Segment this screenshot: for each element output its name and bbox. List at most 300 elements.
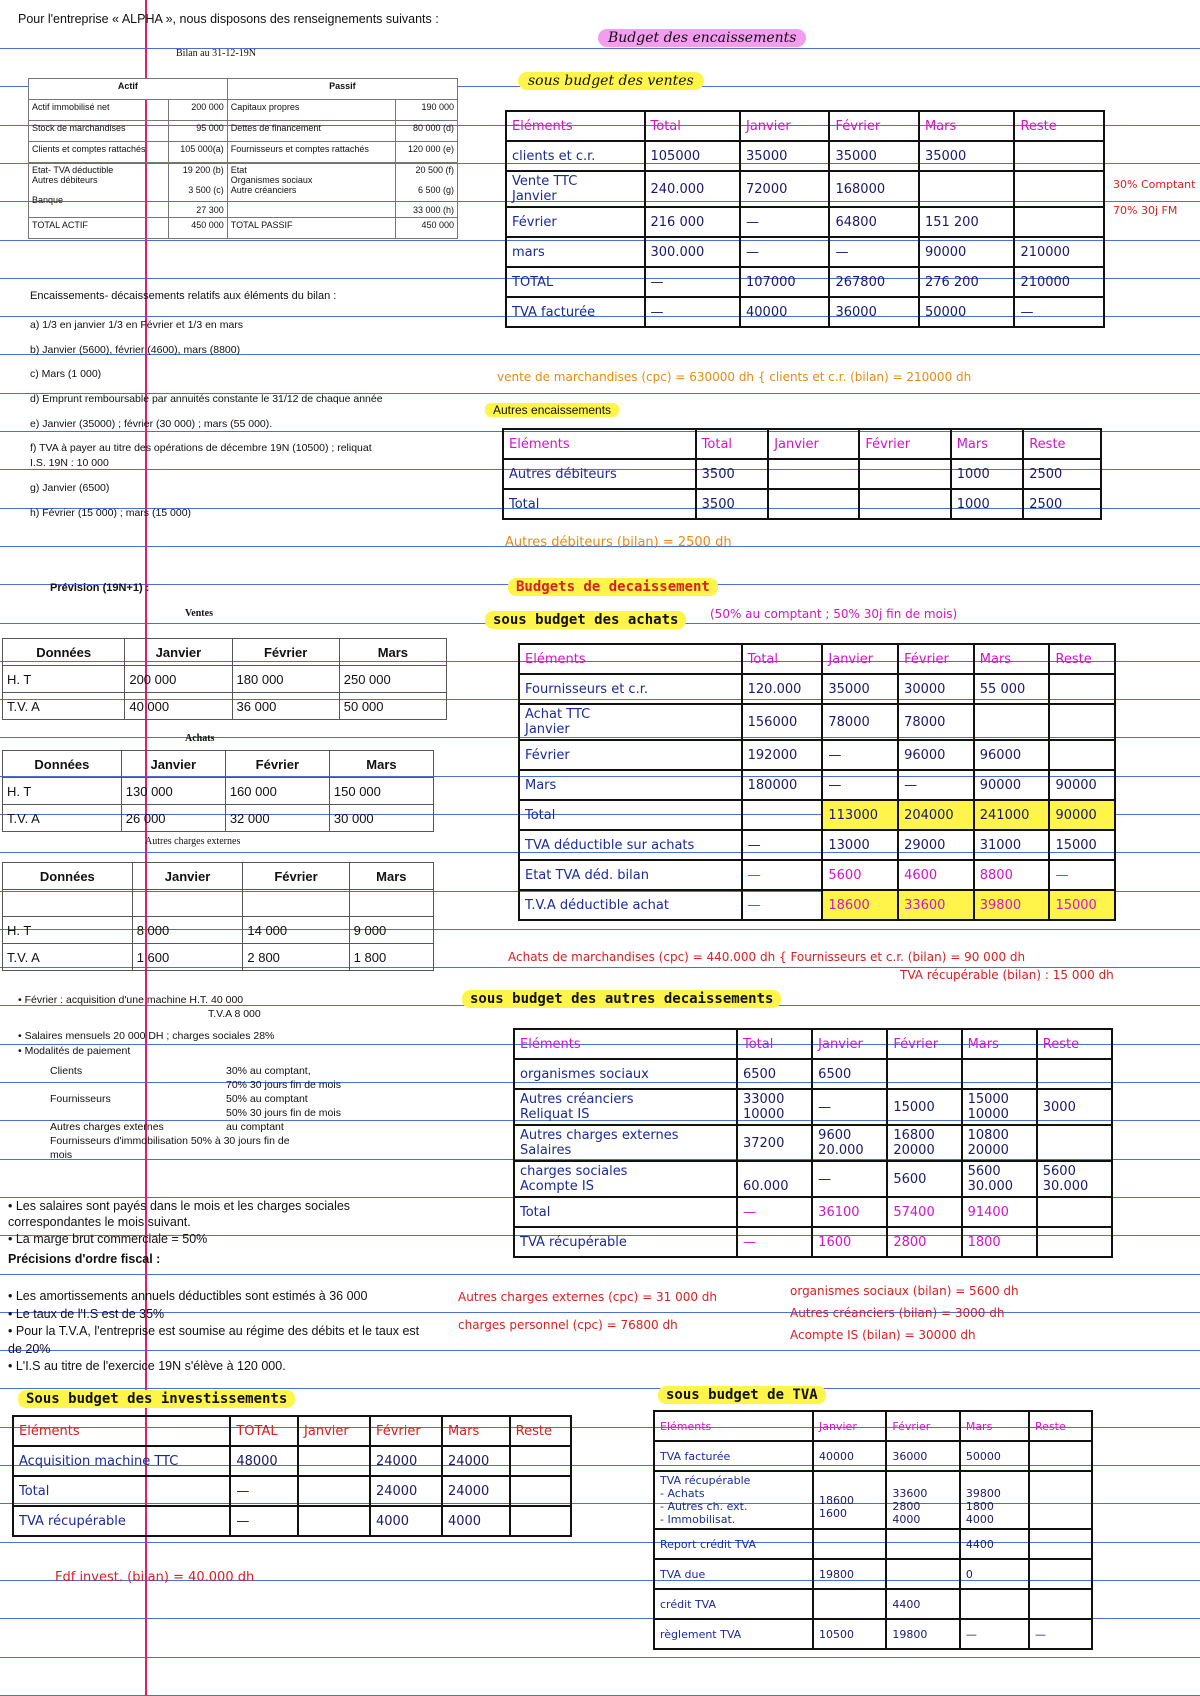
table-cell: 3500 xyxy=(696,459,769,489)
table-cell: Total xyxy=(503,489,696,519)
table-cell: 1600 xyxy=(812,1227,887,1257)
table-cell: 35000 xyxy=(829,141,918,171)
table-cell: T.V. A xyxy=(3,805,122,832)
table-cell: 190 000 xyxy=(396,100,458,121)
table-cell: Reste xyxy=(1029,1411,1092,1441)
enc-dec-title: Encaissements- décaissements relatifs aux éléments du bilan : xyxy=(30,290,337,302)
table-cell: 13000 xyxy=(822,830,898,860)
table-cell: 113000 xyxy=(822,800,898,830)
table-cell: Total xyxy=(519,800,742,830)
table-header-row xyxy=(3,639,447,666)
table-cell: 96000 xyxy=(898,740,974,770)
table-cell: 250 000 xyxy=(339,666,446,693)
table-cell: 16800 20000 xyxy=(887,1125,961,1161)
table-row xyxy=(503,489,1101,519)
table-cell: 8800 xyxy=(974,860,1050,890)
table-cell: 60.000 xyxy=(737,1161,812,1197)
table-cell: 151 200 xyxy=(919,207,1014,237)
table-row xyxy=(514,1125,1112,1161)
table-cell: Février xyxy=(506,207,645,237)
table-cell: — xyxy=(829,237,918,267)
notes-list xyxy=(30,318,390,530)
table-cell: TOTAL xyxy=(506,267,645,297)
table-row xyxy=(3,917,434,944)
table-cell: 30 000 xyxy=(329,805,433,832)
table-cell: — xyxy=(742,830,823,860)
sb-achats-table xyxy=(518,643,1116,921)
bullets-fiscal xyxy=(8,1288,428,1376)
table-cell: 3500 xyxy=(696,489,769,519)
table-cell: 14 000 xyxy=(243,917,349,944)
table-cell: — xyxy=(737,1197,812,1227)
table-cell xyxy=(813,1589,886,1619)
table-cell: TOTAL ACTIF xyxy=(29,218,169,239)
table-cell: — xyxy=(822,740,898,770)
table-cell: — xyxy=(898,770,974,800)
table-cell: Reste xyxy=(1037,1029,1112,1059)
table-cell: TVA facturée xyxy=(506,297,645,327)
table-cell: 1000 xyxy=(951,459,1024,489)
table-cell: Mars xyxy=(974,644,1050,674)
table-cell: Février xyxy=(370,1416,442,1446)
table-cell: Total xyxy=(696,429,769,459)
table-cell xyxy=(1029,1559,1092,1589)
table-cell: 210000 xyxy=(1014,267,1104,297)
table-cell: Eléments xyxy=(503,429,696,459)
table-row xyxy=(519,800,1115,830)
table-cell: Vente TTC Janvier xyxy=(506,171,645,207)
table-cell: 267800 xyxy=(829,267,918,297)
table-row xyxy=(13,1476,571,1506)
table-cell: 4400 xyxy=(960,1529,1029,1559)
sb-invest-table xyxy=(12,1415,572,1537)
table-cell xyxy=(768,489,859,519)
modalite-label: Autres charges externes xyxy=(50,1120,164,1133)
table-row xyxy=(506,237,1104,267)
table-cell: — xyxy=(230,1506,298,1536)
table-row xyxy=(514,1089,1112,1125)
table-cell: 0 xyxy=(960,1559,1029,1589)
table-row xyxy=(654,1559,1092,1589)
table-cell: 168000 xyxy=(829,171,918,207)
table-cell: 33000 10000 xyxy=(737,1089,812,1125)
table-cell: crédit TVA xyxy=(654,1589,813,1619)
table-cell: 55 000 xyxy=(974,674,1050,704)
modalite-row xyxy=(50,1065,380,1079)
table-row xyxy=(519,830,1115,860)
table-cell: 6500 xyxy=(737,1059,812,1089)
note-achats-2: TVA récupérable (bilan) : 15 000 dh xyxy=(900,968,1114,982)
autres-charges-title: Autres charges externes xyxy=(145,836,241,847)
table-cell: charges sociales Acompte IS xyxy=(514,1161,737,1197)
table-cell: 19800 xyxy=(813,1559,886,1589)
modalite-label: Clients xyxy=(50,1065,83,1077)
fiscal-bullet-text: Pour la T.V.A, l'entreprise est soumise au régime des débits et le taux est de 20% xyxy=(8,1324,420,1356)
table-cell: 24000 xyxy=(370,1476,442,1506)
table-cell xyxy=(813,1529,886,1559)
table-row xyxy=(3,693,447,720)
table-cell: Janvier xyxy=(768,429,859,459)
modalite-value: 30% au comptant, xyxy=(226,1065,311,1077)
table-cell: Etat TVA déd. bilan xyxy=(519,860,742,890)
table-cell: 36000 xyxy=(886,1441,959,1471)
table-cell: 48000 xyxy=(230,1446,298,1476)
table-cell: Mars xyxy=(442,1416,510,1446)
table-cell: Etat- TVA déductible Autres débiteurs Banque xyxy=(29,163,169,218)
table-cell: 2500 xyxy=(1023,459,1101,489)
table-cell: Total xyxy=(742,644,823,674)
table-row xyxy=(506,141,1104,171)
table-cell: — xyxy=(1029,1619,1092,1649)
table-cell: Février xyxy=(887,1029,961,1059)
note-autres-dec-4: Autres créanciers (bilan) = 3000 dh xyxy=(790,1306,1005,1320)
table-cell: 18600 1600 xyxy=(813,1471,886,1529)
sb-achats-note: (50% au comptant ; 50% 30j fin de mois) xyxy=(710,607,958,621)
table-cell: 9 000 xyxy=(349,917,433,944)
table-row xyxy=(519,674,1115,704)
table-row xyxy=(29,100,458,121)
table-cell: 5600 30.000 xyxy=(962,1161,1037,1197)
table-header: Mars xyxy=(339,639,446,666)
table-cell xyxy=(3,890,133,917)
table-row xyxy=(503,459,1101,489)
table-cell: 30000 xyxy=(898,674,974,704)
table-cell: 36100 xyxy=(812,1197,887,1227)
table-cell: 35000 xyxy=(740,141,829,171)
table-cell: 150 000 xyxy=(329,778,433,805)
autres-charges-table xyxy=(2,862,434,971)
table-cell: T.V. A xyxy=(3,944,133,971)
table-cell: 18600 xyxy=(822,890,898,920)
table-cell: 39800 xyxy=(974,890,1050,920)
fiscal-bullet-text: Le taux de l'I.S est de 35% xyxy=(15,1306,165,1321)
note-invest: Fdf invest. (bilan) = 40.000 dh xyxy=(55,1570,255,1585)
table-cell: Février xyxy=(829,111,918,141)
fiscal-bullet: • Les amortissements annuels déductibles sont estimés à 36 000 xyxy=(8,1289,368,1303)
table-cell: 10800 20000 xyxy=(962,1125,1037,1161)
table-cell: 5600 30.000 xyxy=(1037,1161,1112,1197)
modalites-list xyxy=(50,1065,380,1163)
table-cell: Janvier xyxy=(813,1411,886,1441)
table-cell: 90000 xyxy=(1049,800,1115,830)
table-cell xyxy=(859,459,950,489)
table-cell: Février xyxy=(898,644,974,674)
table-cell: 5600 xyxy=(822,860,898,890)
autres-enc-table xyxy=(502,428,1102,520)
table-cell: 36 000 xyxy=(232,693,339,720)
table-cell: Etat Organismes sociaux Autre créanciers xyxy=(227,163,396,218)
table-header-row xyxy=(514,1029,1112,1059)
table-cell: 2500 xyxy=(1023,489,1101,519)
table-cell: — xyxy=(822,770,898,800)
ruled-line xyxy=(0,1274,1200,1275)
table-row xyxy=(514,1161,1112,1197)
table-row xyxy=(3,778,434,805)
table-cell: Reste xyxy=(1014,111,1104,141)
modalite-value: au comptant xyxy=(226,1120,284,1133)
table-cell: 204000 xyxy=(898,800,974,830)
table-cell: 40 000 xyxy=(125,693,232,720)
table-cell xyxy=(1037,1197,1112,1227)
table-cell: 120.000 xyxy=(742,674,823,704)
table-cell xyxy=(1029,1441,1092,1471)
table-cell xyxy=(919,171,1014,207)
fiscal-bullet: • Le taux de l'I.S est de 35% xyxy=(8,1306,165,1321)
table-cell xyxy=(132,890,243,917)
table-cell xyxy=(1029,1529,1092,1559)
table-cell: 15000 xyxy=(1049,890,1115,920)
table-cell: Acquisition machine TTC xyxy=(13,1446,230,1476)
table-row xyxy=(29,163,458,218)
note-item: g) Janvier (6500) xyxy=(30,481,110,494)
table-cell xyxy=(1049,740,1115,770)
table-cell: Eléments xyxy=(506,111,645,141)
achats-table xyxy=(2,750,434,832)
table-cell: 36000 xyxy=(829,297,918,327)
table-cell: organismes sociaux xyxy=(514,1059,737,1089)
table-cell xyxy=(510,1476,571,1506)
table-cell: Autres charges externes Salaires xyxy=(514,1125,737,1161)
table-cell: 32 000 xyxy=(225,805,329,832)
table-header-row xyxy=(506,111,1104,141)
fiscal-title: Précisions d'ordre fiscal : xyxy=(8,1251,161,1266)
title-sb-tva: sous budget de TVA xyxy=(658,1386,826,1404)
table-cell: 4000 xyxy=(370,1506,442,1536)
table-cell: 31000 xyxy=(974,830,1050,860)
table-cell: 240.000 xyxy=(645,171,740,207)
table-cell: 15000 xyxy=(1049,830,1115,860)
table-cell: Janvier xyxy=(812,1029,887,1059)
table-cell xyxy=(298,1506,370,1536)
table-row xyxy=(519,860,1115,890)
table-cell: TVA déductible sur achats xyxy=(519,830,742,860)
table-cell xyxy=(1037,1125,1112,1161)
ruled-line xyxy=(0,1388,1200,1389)
modalite-row xyxy=(50,1135,380,1149)
table-row xyxy=(3,890,434,917)
note-item: h) Février (15 000) ; mars (15 000) xyxy=(30,506,192,519)
modalite-row xyxy=(50,1093,380,1107)
table-header: Données xyxy=(3,863,133,890)
table-header: Février xyxy=(243,863,349,890)
table-cell: 35000 xyxy=(822,674,898,704)
table-cell: Clients et comptes rattachés xyxy=(29,142,169,163)
table-cell: 90000 xyxy=(919,237,1014,267)
table-row xyxy=(506,267,1104,297)
table-cell: 2800 xyxy=(887,1227,961,1257)
table-cell: — xyxy=(740,237,829,267)
table-cell xyxy=(886,1559,959,1589)
table-cell: 4000 xyxy=(442,1506,510,1536)
bullet-modalites: • Modalités de paiement xyxy=(18,1044,131,1057)
sb-ventes-table xyxy=(505,110,1105,328)
table-cell: — xyxy=(230,1476,298,1506)
table-cell: mars xyxy=(506,237,645,267)
table-cell: 6500 xyxy=(812,1059,887,1089)
fiscal-bullet: • L'I.S au titre de l'exercice 19N s'élève à 120 000. xyxy=(8,1359,286,1373)
table-cell: — xyxy=(645,267,740,297)
table-cell: — xyxy=(812,1161,887,1197)
bilan-table xyxy=(28,78,458,239)
table-cell: Stock de marchandises xyxy=(29,121,169,142)
table-cell: Mars xyxy=(519,770,742,800)
ventes-title: Ventes xyxy=(185,608,213,619)
table-cell: 3000 xyxy=(1037,1089,1112,1125)
bullets-left xyxy=(18,993,438,1058)
table-header-row xyxy=(519,644,1115,674)
table-cell xyxy=(243,890,349,917)
table-cell: TOTAL PASSIF xyxy=(227,218,396,239)
table-cell: T.V. A xyxy=(3,693,125,720)
note-item: a) 1/3 en janvier 1/3 en Février et 1/3 en mars xyxy=(30,319,244,331)
modalite-label: mois xyxy=(50,1148,73,1161)
table-row xyxy=(3,805,434,832)
note-item: e) Janvier (35000) ; février (30 000) ; mars (55 000). xyxy=(30,417,273,430)
sb-autres-dec-table xyxy=(513,1028,1113,1258)
table-cell: 26 000 xyxy=(121,805,225,832)
table-cell: Février xyxy=(519,740,742,770)
table-cell: 33600 xyxy=(898,890,974,920)
table-cell: 24000 xyxy=(370,1446,442,1476)
note-autres-dec-5: Acompte IS (bilan) = 30000 dh xyxy=(790,1328,976,1342)
table-cell: 80 000 (d) xyxy=(396,121,458,142)
table-header: Mars xyxy=(349,863,433,890)
note-ventes: vente de marchandises (cpc) = 630000 dh { clients et c.r. (bilan) = 210000 dh xyxy=(497,370,972,384)
table-cell: 19800 xyxy=(886,1619,959,1649)
table-row xyxy=(506,171,1104,207)
table-cell: 5600 xyxy=(887,1161,961,1197)
modalite-label: Fournisseurs d'immobilisation 50% à 30 jours fin de xyxy=(50,1134,290,1147)
table-header-row xyxy=(3,751,434,778)
side-note-comptant: 30% Comptant xyxy=(1113,178,1196,191)
bilan-header-actif: Actif xyxy=(29,79,228,100)
table-cell xyxy=(510,1506,571,1536)
table-row xyxy=(519,890,1115,920)
modalite-value: 70% 30 jours fin de mois xyxy=(226,1078,341,1091)
table-cell: 29000 xyxy=(898,830,974,860)
table-cell: 64800 xyxy=(829,207,918,237)
table-header: Données xyxy=(3,751,122,778)
table-cell: 276 200 xyxy=(919,267,1014,297)
table-row xyxy=(13,1506,571,1536)
table-cell: 15000 xyxy=(887,1089,961,1125)
table-cell: — xyxy=(740,207,829,237)
table-cell: 33600 2800 4000 xyxy=(886,1471,959,1529)
table-cell: TVA récupérable - Achats - Autres ch. ext. - Immobilisat. xyxy=(654,1471,813,1529)
table-cell: — xyxy=(960,1619,1029,1649)
table-cell xyxy=(1029,1589,1092,1619)
table-row xyxy=(519,770,1115,800)
ruled-line xyxy=(0,1657,1200,1658)
table-cell xyxy=(349,890,433,917)
table-header: Février xyxy=(232,639,339,666)
intro-text: Pour l'entreprise « ALPHA », nous disposons des renseignements suivants : xyxy=(18,12,439,26)
title-budgets-dec: Budgets de decaissement xyxy=(508,578,718,596)
modalite-value: 50% 30 jours fin de mois xyxy=(226,1106,341,1119)
table-cell xyxy=(1049,674,1115,704)
table-row xyxy=(654,1619,1092,1649)
table-row xyxy=(654,1441,1092,1471)
table-cell: Report crédit TVA xyxy=(654,1529,813,1559)
table-cell: — xyxy=(1049,860,1115,890)
side-note-fm: 70% 30j FM xyxy=(1113,204,1178,217)
table-cell: Mars xyxy=(919,111,1014,141)
table-cell: 50000 xyxy=(960,1441,1029,1471)
table-cell xyxy=(960,1589,1029,1619)
table-header-row xyxy=(13,1416,571,1446)
bullet-machine-tva: T.V.A 8 000 xyxy=(208,1008,261,1021)
table-cell: 72000 xyxy=(740,171,829,207)
table-cell: 300.000 xyxy=(645,237,740,267)
table-cell: Autres créanciers Reliquat IS xyxy=(514,1089,737,1125)
table-cell: 216 000 xyxy=(645,207,740,237)
modalite-row xyxy=(50,1121,380,1135)
table-cell: Mars xyxy=(962,1029,1037,1059)
table-cell: Autres débiteurs xyxy=(503,459,696,489)
table-cell: 39800 1800 4000 xyxy=(960,1471,1029,1529)
table-cell: 210000 xyxy=(1014,237,1104,267)
table-cell: 20 500 (f) 6 500 (g) 33 000 (h) xyxy=(396,163,458,218)
note-autres-dec-3: organismes sociaux (bilan) = 5600 dh xyxy=(790,1284,1019,1298)
table-cell: 120 000 (e) xyxy=(396,142,458,163)
table-cell: 78000 xyxy=(822,704,898,740)
table-cell: Achat TTC Janvier xyxy=(519,704,742,740)
table-cell: Actif immobilisé net xyxy=(29,100,169,121)
table-cell xyxy=(298,1446,370,1476)
table-cell xyxy=(859,489,950,519)
fiscal-bullet-text: L'I.S au titre de l'exercice 19N s'élève à 120 000. xyxy=(15,1359,286,1373)
table-header-row xyxy=(654,1411,1092,1441)
table-cell: règlement TVA xyxy=(654,1619,813,1649)
table-cell xyxy=(742,800,823,830)
table-cell: 130 000 xyxy=(121,778,225,805)
table-cell: TOTAL xyxy=(230,1416,298,1446)
table-cell: 90000 xyxy=(974,770,1050,800)
table-cell: — xyxy=(812,1089,887,1125)
table-cell: 24000 xyxy=(442,1446,510,1476)
table-cell: H. T xyxy=(3,778,122,805)
table-cell: 19 200 (b) 3 500 (c) 27 300 xyxy=(169,163,228,218)
table-cell: 1 800 xyxy=(349,944,433,971)
table-cell: 1800 xyxy=(962,1227,1037,1257)
table-cell: 156000 xyxy=(742,704,823,740)
title-autres-enc: Autres encaissements xyxy=(485,403,619,417)
title-budget-enc: Budget des encaissements xyxy=(598,29,806,47)
table-cell: — xyxy=(737,1227,812,1257)
table-cell: 50000 xyxy=(919,297,1014,327)
table-cell xyxy=(974,704,1050,740)
table-cell: 105 000(a) xyxy=(169,142,228,163)
table-cell: Dettes de financement xyxy=(227,121,396,142)
modalite-label xyxy=(50,1079,226,1093)
table-cell: 200 000 xyxy=(125,666,232,693)
note-autres-dec-1: Autres charges externes (cpc) = 31 000 dh xyxy=(458,1290,718,1304)
bullet-marge: • La marge brut commerciale = 50% xyxy=(8,1231,208,1246)
table-cell: 450 000 xyxy=(169,218,228,239)
table-cell: Janvier xyxy=(298,1416,370,1446)
table-cell: Février xyxy=(886,1411,959,1441)
table-cell: Eléments xyxy=(514,1029,737,1059)
table-cell: 2 800 xyxy=(243,944,349,971)
table-header: Mars xyxy=(329,751,433,778)
table-cell: 160 000 xyxy=(225,778,329,805)
table-cell xyxy=(1014,171,1104,207)
modalite-row xyxy=(50,1107,380,1121)
note-item: b) Janvier (5600), février (4600), mars (8800) xyxy=(30,343,241,356)
note-autres-enc: Autres débiteurs (bilan) = 2500 dh xyxy=(505,535,732,550)
table-cell xyxy=(1029,1471,1092,1529)
modalite-row xyxy=(50,1079,380,1093)
